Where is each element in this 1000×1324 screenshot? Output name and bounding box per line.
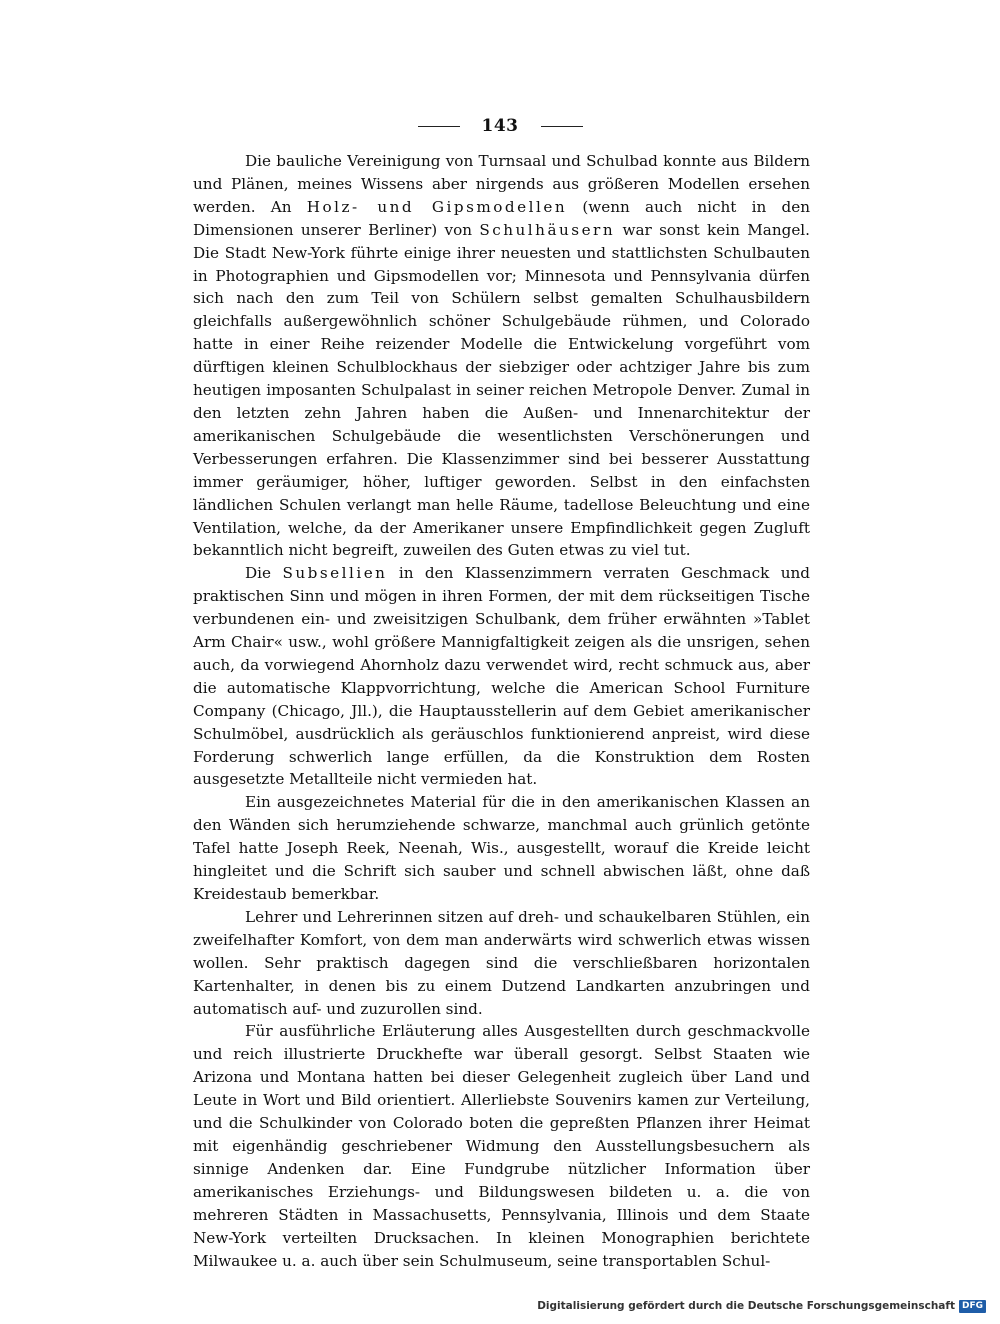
paragraph-2 (193, 562, 810, 791)
paragraph-3: Ein ausgezeichnetes Material für die in den amerikanischen Klassen an den Wänden sich herumziehende schwarze, manchmal auch grünlich getönte Tafel hatte Joseph Reek, Neenah, Wis., ausgestellt, worauf die Kreide leicht hingleitet und die Schrift sich sauber und schnell abwischen läßt, ohne daß Kreidestaub bemerkbar. (193, 793, 810, 903)
paragraph-5: Für ausführliche Erläuterung alles Ausgestellten durch geschmackvolle und reich illustrierte Druckhefte war überall gesorgt. Selbst Staaten wie Arizona und Montana hatten bei dieser Gelegenheit zugleich über Land und Leute in Wort und Bild orientiert. Allerliebste Souvenirs kamen zur Verteilung, und die Schulkinder von Colorado boten die gepreßten Pflanzen ihrer Heimat mit eigenhändig geschriebener Widmung den Ausstellungsbesuchern als sinnige Andenken dar. Eine Fundgrube nützlicher Information über amerikanisches Erziehungs- und Bildungswesen bildeten u. a. die von mehreren Städten in Massachusetts, Pennsylvania, Illinois und dem Staate New-York verteilten Drucksachen. In kleinen Monographien berichtete Milwaukee u. a. auch über sein Schulmuseum, seine transportablen Schul- (193, 1022, 810, 1270)
dfg-logo: DFG (959, 1300, 986, 1313)
digitization-footer (537, 1298, 986, 1314)
paragraph-4: Lehrer und Lehrerinnen sitzen auf dreh- und schaukelbaren Stühlen, ein zweifelhafter Komfort, von dem man anderwärts wird schwerlich etwas wissen wollen. Sehr praktisch dagegen sind die verschließbaren horizontalen Kartenhalter, in denen bis zu einem Dutzend Landkarten anzubringen und automatisch auf- und zuzurollen sind. (193, 907, 810, 1018)
paragraph-text: in den Klassenzimmern verraten Geschmack und praktischen Sinn und mögen in ihren Formen, der mit dem rückseitigen Tische verbundenen ein- und zweisitzigen Schulbank, dem früher erwähnten »Tablet Arm Chair« usw., wohl größere Mannigfaltigkeit zeigen als die unsrigen, sehen auch, da vorwiegend Ahornholz dazu verwendet wird, recht schmuck aus, aber die automatische Klappvorrichtung, welche die American School Furniture Company (Chicago, Jll.), die Hauptausstellerin auf dem Gebiet amerikanischer Schulmöbel, ausdrücklich als geräuschlos funktionierend anpreist, wird diese Forderung schwerlich lange erfüllen, da die Konstruktion dem Rosten ausgesetzte Metallteile nicht vermieden hat. (193, 564, 810, 789)
paragraph-text: (wenn auch nicht in den Dimensionen unserer Berliner) von (193, 197, 810, 239)
paragraph-text: Die (245, 564, 283, 583)
paragraph-text: war sonst kein Mangel. Die Stadt New-York führte einige ihrer neuesten und stattlichsten Schulbauten in Photographien und Gipsmodellen vor; Minnesota und Pennsylvania dürfen sich nach den zum Teil von Schülern selbst gemalten Schulhausbildern gleichfalls außergewöhnlich schöner Schulgebäude rühmen, und Colorado hatte in einer Reihe reizender Modelle die Entwickelung vorgeführt vom dürftigen kleinen Schulblockhaus der siebziger oder achtziger Jahre bis zum heutigen imposanten Schulpalast in seiner reichen Metropole Denver. Zumal in den letzten zehn Jahren haben die Außen- und Innenarchitektur der amerikanischen Schulgebäude die wesentlichsten Verschönerungen und Verbesserungen erfahren. Die Klassenzimmer sind bei besserer Ausstattung immer geräumiger, höher, luftiger geworden. Selbst in den einfachsten ländlichen Schulen verlangt man helle Räume, tadellose Beleuchtung und eine Ventilation, welche, da der Amerikaner unsere Empfindlichkeit gegen Zugluft bekanntlich nicht begreift, zuweilen des Guten etwas zu viel tut. (193, 220, 810, 560)
page-number: 143 (481, 116, 519, 136)
body-text (193, 150, 810, 1272)
header-rule-left (418, 126, 460, 127)
paragraph-text: Die bauliche Vereinigung von Turnsaal und Schulbad konnte aus Bildern und Plänen, meines Wissens aber nirgends aus größeren Modellen ersehen werden. An (193, 152, 810, 216)
paragraph-1 (193, 150, 810, 562)
footer-text: Digitalisierung gefördert durch die Deutsche Forschungsgemeinschaft (537, 1300, 955, 1312)
header-rule-right (541, 126, 583, 127)
emphasized-text: Schulhäusern (479, 220, 616, 239)
page-header (0, 112, 1000, 140)
emphasized-text: Subsellien (282, 564, 388, 583)
emphasized-text: Holz- und Gipsmodellen (306, 197, 568, 216)
